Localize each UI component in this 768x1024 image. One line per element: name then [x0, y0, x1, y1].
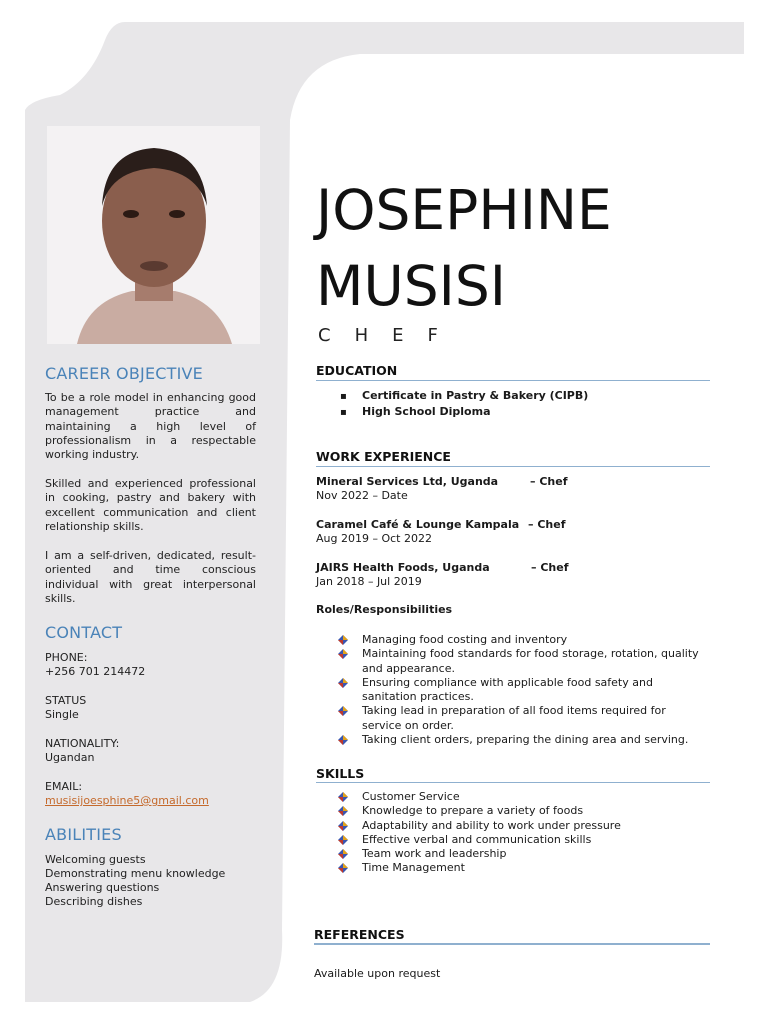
job-dates: Jan 2018 – Jul 2019	[316, 575, 422, 588]
career-paragraph-3: I am a self-driven, dedicated, result-oriented and time conscious individual with great interpersonal skills.	[45, 549, 256, 605]
education-item: ▪ High School Diploma	[340, 405, 588, 421]
diamond-bullet-icon	[338, 706, 348, 716]
section-divider	[314, 943, 710, 945]
diamond-bullet-icon	[338, 821, 348, 831]
list-item: Maintaining food standards for food storage, rotation, quality and appearance.	[338, 647, 708, 676]
status-value: Single	[45, 708, 79, 721]
list-item: Time Management	[338, 861, 708, 875]
list-item: Knowledge to prepare a variety of foods	[338, 804, 708, 818]
email-link[interactable]: musisijoesphine5@gmail.com	[45, 794, 209, 807]
diamond-bullet-icon	[338, 649, 348, 659]
career-paragraph-2: Skilled and experienced professional in cooking, pastry and bakery with excellent communication and client relationship skills.	[45, 477, 256, 533]
diamond-bullet-icon	[338, 735, 348, 745]
section-divider	[316, 380, 710, 381]
job-role: – Chef	[530, 475, 568, 488]
diamond-bullet-icon	[338, 863, 348, 873]
section-divider	[316, 466, 710, 467]
education-heading: EDUCATION	[316, 363, 398, 378]
education-item: ▪ Certificate in Pastry & Bakery (CIPB)	[340, 389, 588, 405]
profile-photo	[47, 126, 260, 344]
work-experience-heading: WORK EXPERIENCE	[316, 449, 451, 464]
education-list	[340, 389, 588, 420]
list-item: Ensuring compliance with applicable food safety and sanitation practices.	[338, 676, 708, 705]
diamond-bullet-icon	[338, 635, 348, 645]
list-item: Managing food costing and inventory	[338, 633, 708, 647]
skills-list	[338, 790, 708, 876]
references-heading: REFERENCES	[314, 927, 405, 942]
job-role: – Chef	[531, 561, 569, 574]
abilities-heading: ABILITIES	[45, 825, 122, 844]
skills-heading: SKILLS	[316, 766, 365, 781]
name-first: JOSEPHINE	[316, 178, 612, 242]
name-last: MUSISI	[316, 254, 506, 318]
ability-item: Answering questions	[45, 881, 160, 894]
references-text: Available upon request	[314, 967, 441, 980]
career-paragraph-1: To be a role model in enhancing good management practice and maintaining a high level of professionalism in a respectable working industry.	[45, 391, 256, 462]
job-employer: JAIRS Health Foods, Uganda	[316, 561, 490, 574]
email-label: EMAIL:	[45, 780, 83, 793]
nationality-value: Ugandan	[45, 751, 95, 764]
job-dates: Aug 2019 – Oct 2022	[316, 532, 432, 545]
ability-item: Demonstrating menu knowledge	[45, 867, 226, 880]
contact-heading: CONTACT	[45, 623, 123, 642]
diamond-bullet-icon	[338, 678, 348, 688]
nationality-label: NATIONALITY:	[45, 737, 120, 750]
diamond-bullet-icon	[338, 792, 348, 802]
diamond-bullet-icon	[338, 849, 348, 859]
career-objective-heading: CAREER OBJECTIVE	[45, 364, 203, 383]
responsibilities-list	[338, 633, 708, 747]
job-employer: Mineral Services Ltd, Uganda	[316, 475, 499, 488]
job-role: – Chef	[528, 518, 566, 531]
status-label: STATUS	[45, 694, 87, 707]
list-item: Adaptability and ability to work under pressure	[338, 819, 708, 833]
list-item: Customer Service	[338, 790, 708, 804]
list-item: Taking client orders, preparing the dining area and serving.	[338, 733, 708, 747]
job-dates: Nov 2022 – Date	[316, 489, 408, 502]
ability-item: Describing dishes	[45, 895, 143, 908]
list-item: Taking lead in preparation of all food items required for service on order.	[338, 704, 708, 733]
roles-heading: Roles/Responsibilities	[316, 603, 453, 616]
section-divider	[316, 782, 710, 783]
ability-item: Welcoming guests	[45, 853, 146, 866]
phone-label: PHONE:	[45, 651, 88, 664]
job-title: CHEF	[318, 325, 462, 346]
diamond-bullet-icon	[338, 835, 348, 845]
job-employer: Caramel Café & Lounge Kampala	[316, 518, 520, 531]
phone-value: +256 701 214472	[45, 665, 146, 678]
list-item: Team work and leadership	[338, 847, 708, 861]
list-item: Effective verbal and communication skills	[338, 833, 708, 847]
diamond-bullet-icon	[338, 806, 348, 816]
